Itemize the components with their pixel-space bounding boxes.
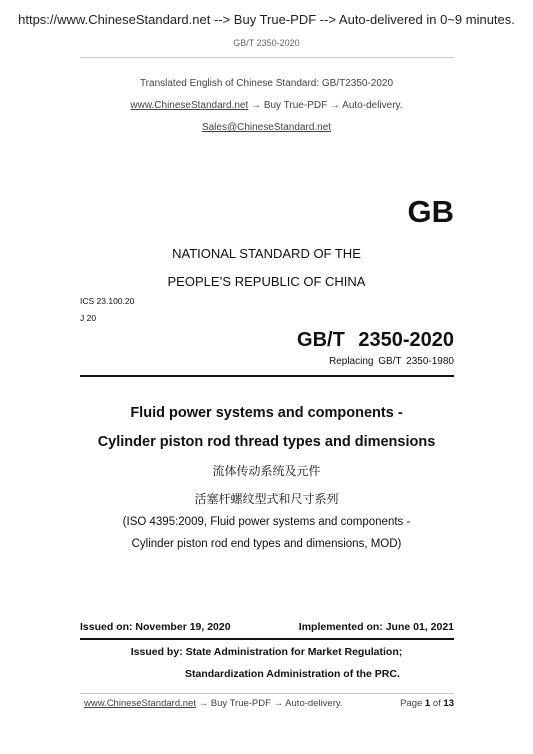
intro-email-line [0,122,533,133]
footer-site-line [84,698,343,709]
j-code: J 20 [80,313,97,323]
site-suffix: → Buy True-PDF → Auto-delivery. [248,100,403,111]
replacing-note: Replacing GB/T 2350-1980 [328,356,454,367]
standard-number: GB/T 2350-2020 [297,329,454,351]
chinese-title-line1: 流体传动系统及元件 [212,464,321,478]
issued-date: Issued on: November 19, 2020 [80,621,231,633]
national-standard-line2: PEOPLE’S REPUBLIC OF CHINA [167,274,366,289]
footer-site-suffix: → Buy True-PDF → Auto-delivery. [195,698,343,709]
iso-reference-line1: (ISO 4395:2009, Fluid power systems and components - [122,516,411,528]
national-standard-line1: NATIONAL STANDARD OF THE [172,246,361,261]
issuer-line2: Standardization Administration of the PRC. [185,668,400,680]
page-total: 13 [443,698,454,709]
issuer-line1: Issued by: State Administration for Market Regulation; [130,646,403,658]
page-of: of [432,698,441,709]
gb-mark: GB [407,194,454,229]
header-divider [80,57,454,58]
page-indicator [350,698,454,709]
footer-divider [80,693,454,694]
footer-site-link[interactable]: www.ChineseStandard.net [84,698,196,709]
ics-code: ICS 23.100.20 [80,296,135,306]
title-line1: Fluid power systems and components - [130,405,403,421]
page-current: 1 [424,698,431,709]
iso-reference-line2: Cylinder piston rod end types and dimensions, MOD) [131,538,402,550]
title-line2: Cylinder piston rod thread types and dimensions [97,434,436,450]
dates-rule [80,638,454,640]
intro-site-line [0,100,533,111]
implemented-date: Implemented on: June 01, 2021 [298,621,454,633]
top-banner: https://www.ChineseStandard.net --> Buy True-PDF --> Auto-delivered in 0~9 minutes. [18,12,515,27]
title-rule-top [80,375,454,377]
email-link[interactable]: Sales@ChineseStandard.net [201,122,332,133]
page-label: Page [400,698,423,709]
translation-note: Translated English of Chinese Standard: GB/T2350-2020 [139,78,394,89]
chinese-title-line2: 活塞杆螺纹型式和尺寸系列 [194,492,339,506]
header-standard-code: GB/T 2350-2020 [233,38,300,48]
site-link[interactable]: www.ChineseStandard.net [130,100,249,111]
